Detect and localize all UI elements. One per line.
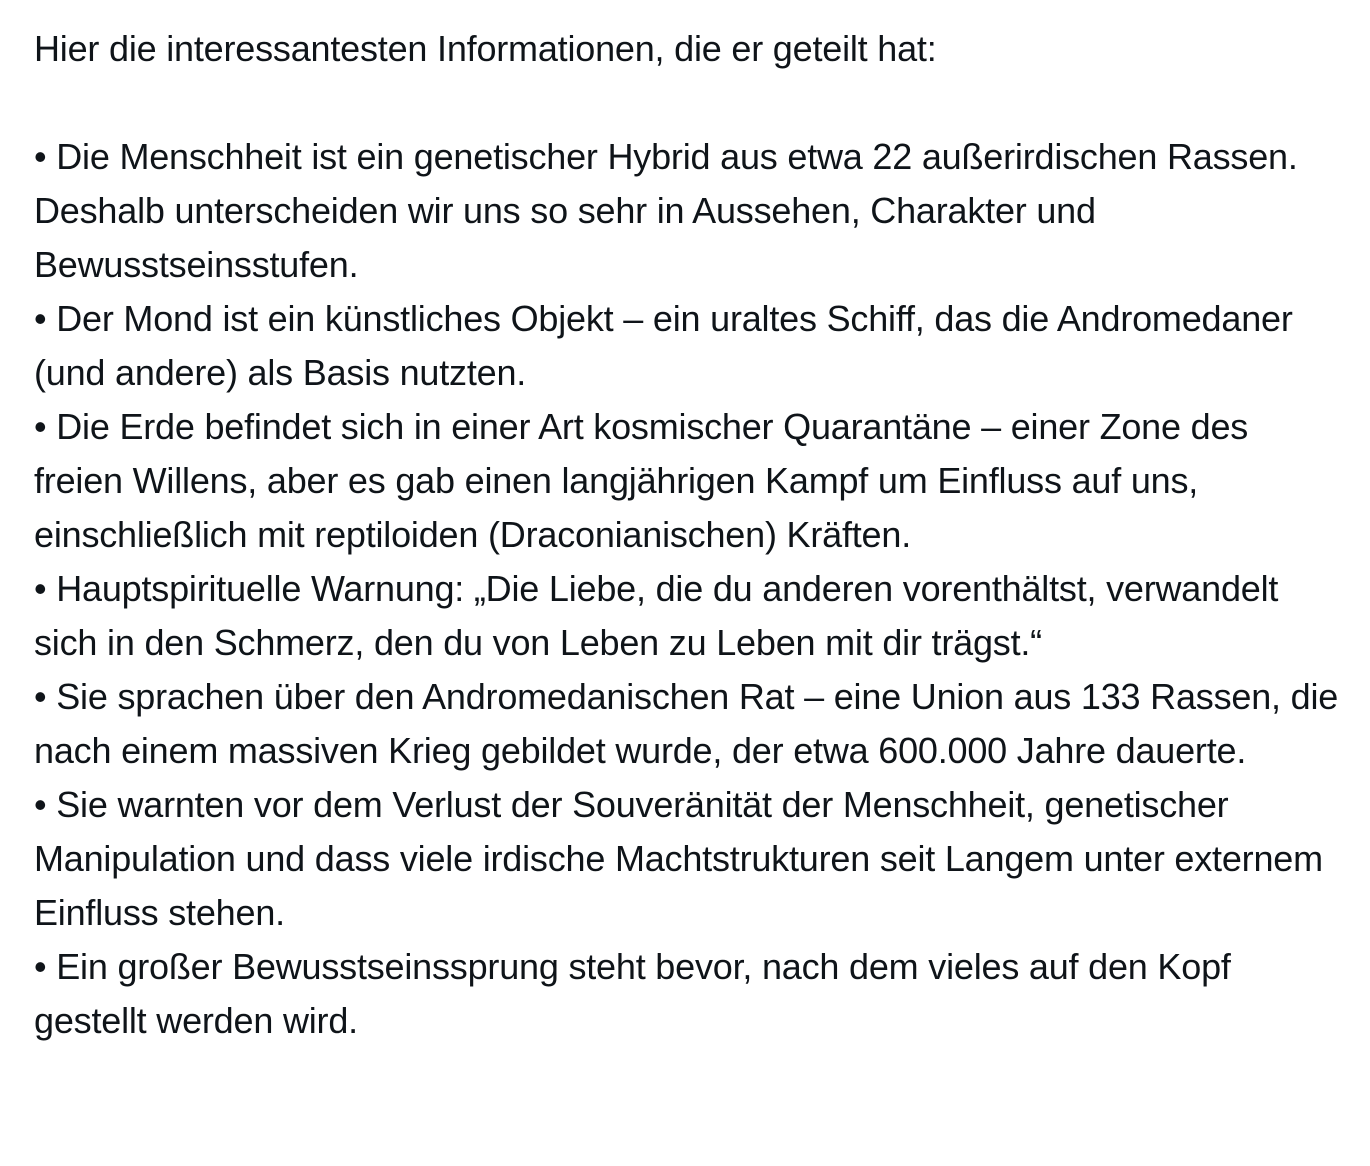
bullet-marker: • — [34, 946, 47, 987]
post-text — [34, 22, 1344, 1048]
bullet-text: Sie warnten vor dem Verlust der Souveränität der Menschheit, genetischer Manipulation und dass viele irdische Machtstrukturen seit Langem unter externem Einfluss stehen. — [34, 784, 1323, 933]
bullet-text: Hauptspirituelle Warnung: „Die Liebe, die du anderen vorenthältst, verwandelt sich in den Schmerz, den du von Leben zu Leben mit dir trägst.“ — [34, 568, 1279, 663]
bullet-text: Die Menschheit ist ein genetischer Hybrid aus etwa 22 außerirdischen Rassen. Deshalb unterscheiden wir uns so sehr in Aussehen, Charakter und Bewusstseinsstufen. — [34, 136, 1298, 285]
bullet-text: Sie sprachen über den Andromedanischen Rat – eine Union aus 133 Rassen, die nach einem massiven Krieg gebildet wurde, der etwa 600.000 Jahre dauerte. — [34, 676, 1339, 771]
bullet-item — [34, 670, 1344, 778]
bullet-marker: • — [34, 676, 47, 717]
bullet-marker: • — [34, 136, 47, 177]
bullet-list — [34, 130, 1344, 1048]
bullet-marker: • — [34, 568, 47, 609]
bullet-item — [34, 562, 1344, 670]
bullet-text: Die Erde befindet sich in einer Art kosmischer Quarantäne – einer Zone des freien Willens, aber es gab einen langjährigen Kampf um Einfluss auf uns, einschließlich mit reptiloiden (Draconianischen) Kräften. — [34, 406, 1249, 555]
bullet-item — [34, 292, 1344, 400]
bullet-text: Der Mond ist ein künstliches Objekt – ein uraltes Schiff, das die Andromedaner (und andere) als Basis nutzten. — [34, 298, 1293, 393]
bullet-item — [34, 400, 1344, 562]
bullet-marker: • — [34, 406, 47, 447]
bullet-marker: • — [34, 784, 47, 825]
bullet-item — [34, 130, 1344, 292]
post-intro: Hier die interessantesten Informationen, die er geteilt hat: — [34, 28, 937, 69]
bullet-item — [34, 940, 1344, 1048]
bullet-marker: • — [34, 298, 47, 339]
bullet-item — [34, 778, 1344, 940]
bullet-text: Ein großer Bewusstseinssprung steht bevor, nach dem vieles auf den Kopf gestellt werden wird. — [34, 946, 1231, 1041]
